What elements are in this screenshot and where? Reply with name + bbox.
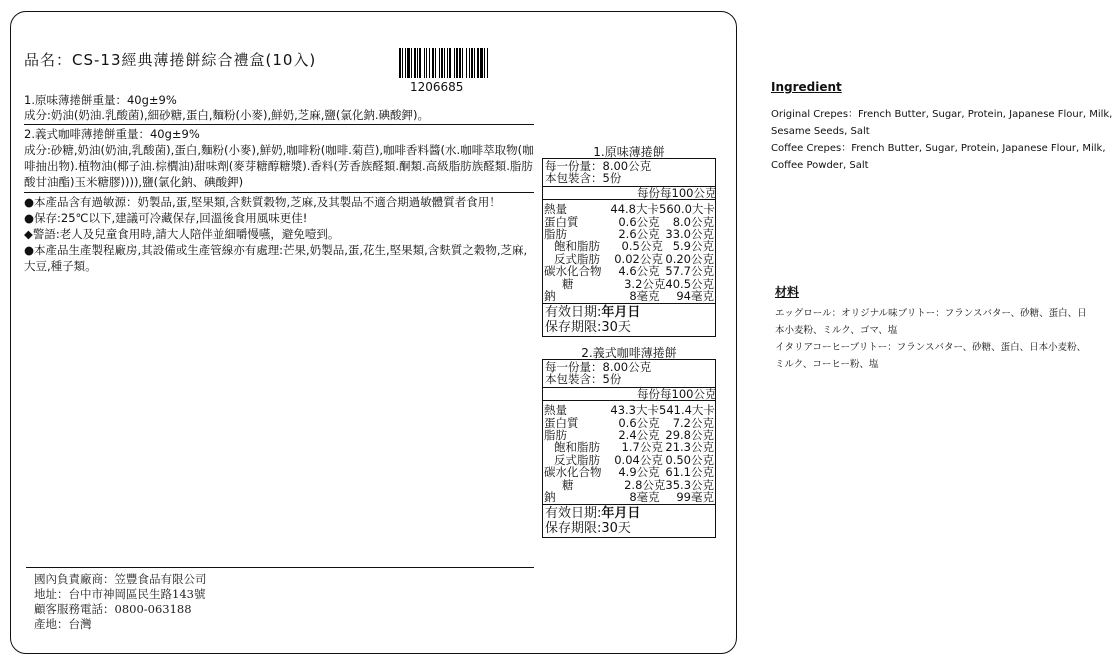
divider bbox=[26, 567, 534, 568]
nutrient-name: 碳水化合物 bbox=[544, 264, 602, 279]
nutrition-row bbox=[544, 240, 714, 252]
item-2-ingredients: 成分:砂糖,奶油(奶油,乳酸菌),蛋白,麵粉(小麥),鮮奶,咖啡粉(咖啡.菊苣),咖啡香料醬(水.咖啡萃取物(咖啡抽出物).植物油(椰子油.棕櫚油)甜味劑(麥芽糖醇糖漿).香料(芳香族醛類.酮類.高級脂肪族醛類.脂肪酸甘油酯)玉米糖膠)))),鹽(氯化鈉、碘酸鉀) bbox=[24, 143, 534, 189]
nutrition-row bbox=[544, 290, 714, 302]
servings-per-pack: 本包裝含：5份 bbox=[545, 171, 622, 186]
nutrient-name: 反式脂肪 bbox=[554, 452, 600, 467]
nutrition-row bbox=[544, 466, 714, 478]
expiry-value: 年月日 bbox=[601, 506, 641, 522]
per-serving-value: 44.8大卡 bbox=[610, 202, 659, 217]
per-serving-value: 2.4公克 bbox=[618, 428, 660, 443]
per-100g-value: 21.3公克 bbox=[665, 440, 714, 455]
ingredient-text-jp: エッグロール：オリジナル味ブリトー：フランスバター、砂糖、蛋白、日 本小麦粉、ミルク、ゴマ、塩 イタリアコーヒーブリトー：フランスバター、砂糖、蛋白、日本小麦粉、 ミルク、コーヒー粉、塩 bbox=[775, 308, 1087, 370]
origin: 產地：台灣 bbox=[34, 617, 92, 631]
nutrient-name: 糖 bbox=[562, 477, 574, 492]
nutrition-column-header bbox=[543, 187, 715, 200]
per-100g-value: 40.5公克 bbox=[665, 276, 715, 291]
notice-allergen: ●本產品含有過敏源：奶製品,蛋,堅果類,含麩質穀物,芝麻,及其製品不適合期過敏體質者食用！ bbox=[24, 195, 501, 209]
nutrition-header bbox=[543, 159, 715, 187]
item-1-ingredients: 成分:奶油(奶油.乳酸菌),細砂糖,蛋白,麵粉(小麥),鮮奶,芝麻,鹽(氯化鈉.碘酸鉀)。 bbox=[24, 108, 430, 122]
nutrition-row bbox=[544, 441, 714, 453]
ingredient-heading-jp: 材料 bbox=[775, 285, 800, 299]
nutrition-row bbox=[544, 491, 714, 503]
nutrition-header bbox=[543, 360, 715, 388]
expiry-label: 有效日期: bbox=[545, 506, 602, 522]
notice-facility: ●本產品生產製程廠房,其設備或生產管線亦有處理:芒果,奶製品,蛋,花生,堅果類,含麩質之穀物,芝麻,大豆,種子類。 bbox=[24, 243, 528, 273]
nutrient-name: 飽和脂肪 bbox=[554, 239, 600, 254]
nutrient-name: 反式脂肪 bbox=[554, 251, 600, 266]
per-100g-value: 94毫克 bbox=[676, 289, 714, 304]
per-100g-value: 0.50公克 bbox=[665, 452, 714, 467]
per-serving-value: 0.04公克 bbox=[614, 452, 663, 467]
nutrient-name: 飽和脂肪 bbox=[554, 440, 600, 455]
expiry-value: 年月日 bbox=[601, 305, 641, 321]
per-serving-value: 0.6公克 bbox=[618, 214, 660, 229]
nutrition-table-coffee bbox=[542, 359, 716, 538]
manufacturer-info bbox=[34, 572, 207, 632]
per-100g-value: 61.1公克 bbox=[665, 465, 714, 480]
manufacturer-address: 地址：台中市神岡區民生路143號 bbox=[34, 587, 206, 601]
servings-per-pack: 本包裝含：5份 bbox=[545, 372, 622, 387]
nutrition-row bbox=[544, 404, 714, 416]
product-title: 品名：CS-13經典薄捲餅綜合禮盒(10入) bbox=[24, 51, 317, 69]
nutrient-name: 蛋白質 bbox=[544, 415, 579, 430]
barcode-number: 1206685 bbox=[410, 80, 464, 94]
per-serving-value: 43.3大卡 bbox=[610, 403, 659, 418]
nutrition-rows bbox=[543, 200, 715, 304]
nutrition-column-header bbox=[543, 388, 715, 401]
item-1-heading: 1.原味薄捲餅重量：40g±9% bbox=[24, 93, 177, 107]
per-serving-value: 0.02公克 bbox=[614, 251, 663, 266]
col-per-serving: 每份 bbox=[637, 185, 660, 200]
per-100g-value: 0.20公克 bbox=[665, 251, 714, 266]
expiry-label: 有效日期: bbox=[545, 305, 602, 321]
nutrition-table-original bbox=[542, 158, 716, 337]
barcode bbox=[399, 48, 525, 78]
nutrient-name: 鈉 bbox=[544, 490, 556, 505]
nutrient-name: 糖 bbox=[562, 276, 574, 291]
item-2-heading: 2.義式咖啡薄捲餅重量：40g±9% bbox=[24, 127, 200, 141]
nutrient-name: 蛋白質 bbox=[544, 214, 579, 229]
per-100g-value: 57.7公克 bbox=[665, 264, 714, 279]
per-100g-value: 541.4大卡 bbox=[659, 403, 715, 418]
ingredient-heading-en: Ingredient bbox=[771, 80, 842, 94]
nutrition-row bbox=[544, 265, 714, 277]
nutrition-footer bbox=[543, 304, 715, 336]
nutrient-name: 鈉 bbox=[544, 289, 556, 304]
divider bbox=[24, 192, 534, 193]
per-serving-value: 2.8公克 bbox=[624, 477, 666, 492]
col-per-100g: 每100公克 bbox=[660, 185, 717, 200]
per-serving-value: 0.5公克 bbox=[621, 239, 663, 254]
per-serving-value: 4.6公克 bbox=[618, 264, 660, 279]
per-serving-value: 8毫克 bbox=[629, 289, 660, 304]
divider bbox=[24, 124, 534, 125]
col-per-100g: 每100公克 bbox=[660, 386, 717, 401]
shelf-life: 保存期限:30天 bbox=[545, 320, 631, 336]
per-serving-value: 2.6公克 bbox=[618, 227, 660, 242]
nutrient-name: 熱量 bbox=[544, 403, 567, 418]
shelf-life: 保存期限:30天 bbox=[545, 521, 631, 537]
customer-service-phone: 顧客服務電話：0800-063188 bbox=[34, 602, 192, 616]
nutrition-footer bbox=[543, 505, 715, 537]
per-100g-value: 7.2公克 bbox=[672, 415, 714, 430]
manufacturer-name: 國內負責廠商：笠豐食品有限公司 bbox=[34, 572, 207, 586]
per-serving-value: 3.2公克 bbox=[624, 276, 666, 291]
notice-warning: ◆警語:老人及兒童食用時,請大人陪伴並細嚼慢嚥，避免噎到。 bbox=[24, 227, 340, 241]
col-per-serving: 每份 bbox=[637, 386, 660, 401]
nutrient-name: 脂肪 bbox=[544, 428, 567, 443]
ingredient-text-en: Original Crepes：French Butter, Sugar, Protein, Japanese Flour, Milk, Sesame Seeds, Salt Coffee Crepes：French Butter, Sugar, Protein, Japanese Flour, Milk, Coffee Powder, Salt bbox=[771, 109, 1113, 171]
per-serving-value: 0.6公克 bbox=[618, 415, 660, 430]
per-serving-value: 8毫克 bbox=[629, 490, 660, 505]
nutrient-name: 碳水化合物 bbox=[544, 465, 602, 480]
per-100g-value: 29.8公克 bbox=[665, 428, 714, 443]
per-100g-value: 33.0公克 bbox=[665, 227, 714, 242]
per-100g-value: 5.9公克 bbox=[672, 239, 714, 254]
per-100g-value: 35.3公克 bbox=[665, 477, 715, 492]
notice-storage: ●保存:25℃以下,建議可冷藏保存,回溫後食用風味更佳! bbox=[24, 211, 308, 225]
nutrition-title: 1.原味薄捲餅 bbox=[593, 145, 665, 159]
nutrient-name: 脂肪 bbox=[544, 227, 567, 242]
nutrient-name: 熱量 bbox=[544, 202, 567, 217]
serving-size: 每一份量：8.00公克 bbox=[545, 360, 652, 374]
serving-size: 每一份量：8.00公克 bbox=[545, 159, 652, 173]
nutrition-row bbox=[544, 203, 714, 215]
per-100g-value: 8.0公克 bbox=[672, 214, 714, 229]
nutrition-rows bbox=[543, 401, 715, 505]
nutrition-title: 2.義式咖啡薄捲餅 bbox=[581, 346, 677, 360]
per-100g-value: 99毫克 bbox=[676, 490, 714, 505]
per-100g-value: 560.0大卡 bbox=[659, 202, 715, 217]
per-serving-value: 1.7公克 bbox=[621, 440, 663, 455]
per-serving-value: 4.9公克 bbox=[618, 465, 660, 480]
